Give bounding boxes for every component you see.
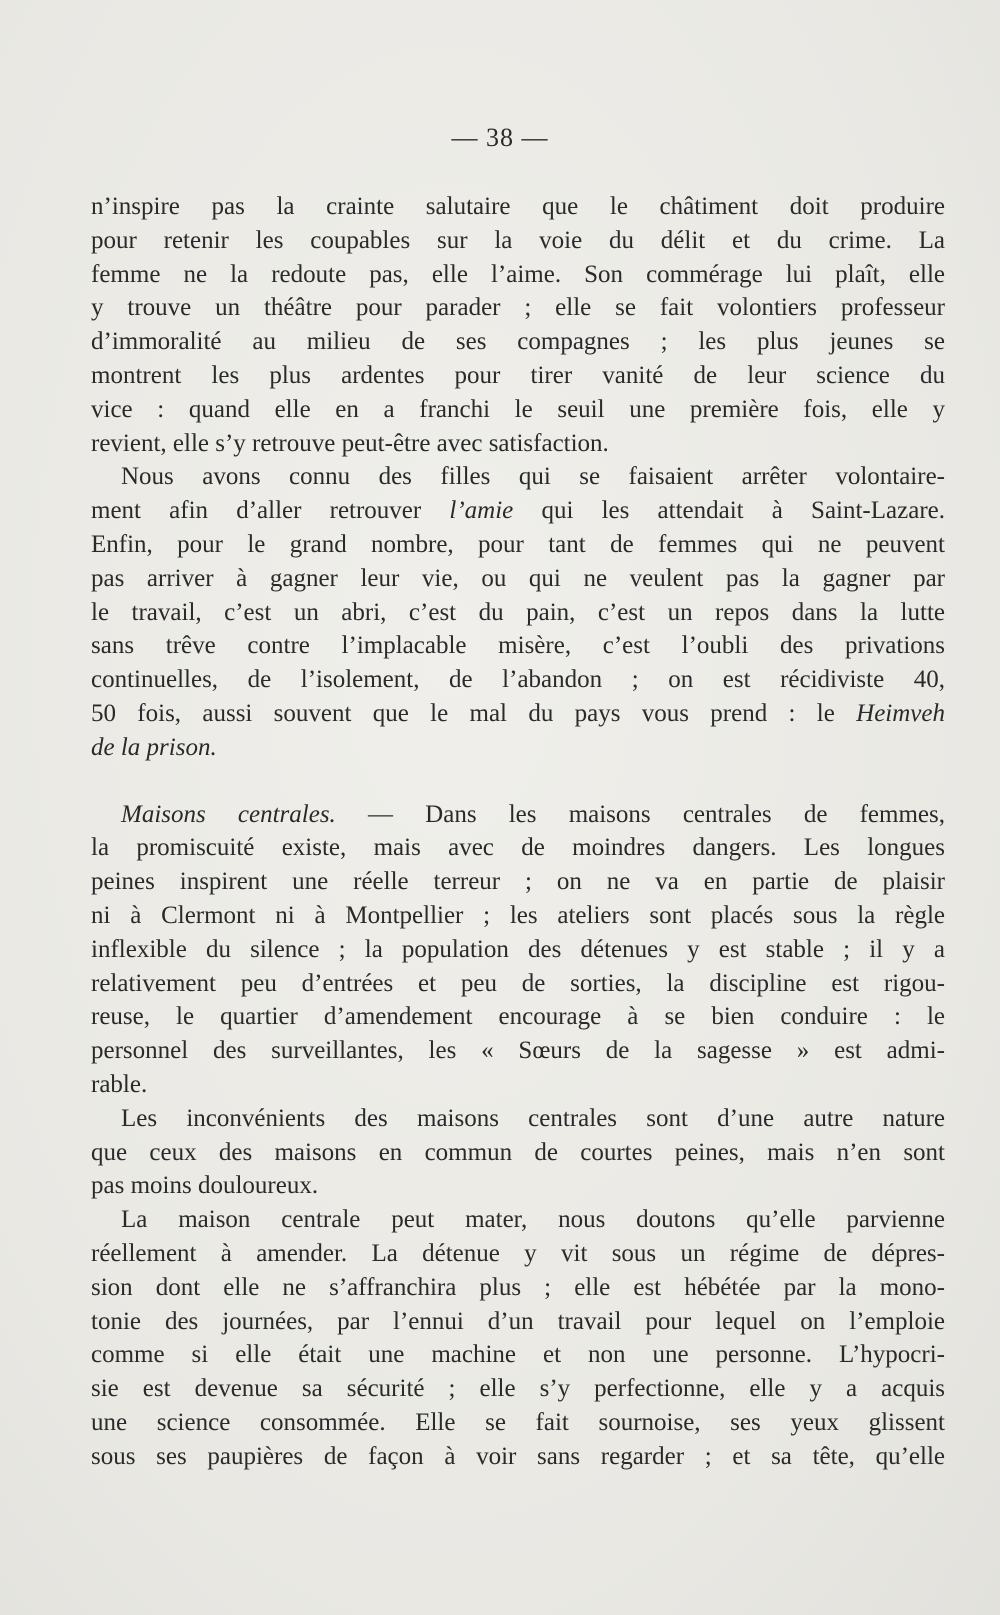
paragraph	[91, 190, 945, 460]
text-line: Enfin, pour le grand nombre, pour tant de femmes qui ne peuvent	[91, 530, 945, 558]
text-line: le travail, c’est un abri, c’est du pain, c’est un repos dans la lutte	[91, 598, 945, 626]
text-line: reuse, le quartier d’amendement encourage à se bien conduire : le	[91, 1003, 945, 1031]
text-line: rable.	[91, 1070, 148, 1098]
text-line: comme si elle était une machine et non une personne. L’hypocri-	[91, 1341, 945, 1369]
text-line: revient, elle s’y retrouve peut-être avec satisfaction.	[91, 429, 609, 457]
text-line	[91, 494, 945, 528]
text-line: sans trêve contre l’implacable misère, c’est l’oubli des privations	[91, 632, 945, 660]
italic-term: l’amie	[449, 497, 514, 525]
text-line: Les inconvénients des maisons centrales sont d’une autre nature	[121, 1104, 945, 1132]
body-text	[91, 190, 945, 1473]
paragraph	[91, 798, 945, 1102]
page-number: — 38 —	[451, 123, 549, 152]
text-line: n’inspire pas la crainte salutaire que le châtiment doit produire	[91, 193, 945, 220]
text-line: la promiscuité existe, mais avec de moindres dangers. Les longues	[91, 834, 945, 862]
section-gap	[91, 765, 945, 798]
text-line	[91, 731, 945, 765]
text-line: vice : quand elle en a franchi le seuil une première fois, elle y	[91, 395, 945, 423]
text-line: sie est devenue sa sécurité ; elle s’y perfectionne, elle y a acquis	[91, 1375, 945, 1403]
paragraph	[91, 1203, 945, 1473]
text-line: d’immoralité au milieu de ses compagnes ; les plus jeunes se	[91, 328, 945, 356]
text-run: 50 fois, aussi souvent que le mal du pays vous prend : le	[91, 699, 857, 727]
text-line: pas arriver à gagner leur vie, ou qui ne veulent pas la gagner par	[91, 564, 945, 592]
text-run: — Dans les maisons centrales de femmes,	[335, 800, 945, 828]
text-line: tonie des journées, par l’ennui d’un travail pour lequel on l’emploie	[91, 1307, 945, 1335]
text-line	[91, 798, 945, 832]
text-line: femme ne la redoute pas, elle l’aime. Son commérage lui plaît, elle	[91, 260, 945, 288]
text-run: ment afin d’aller retrouver	[91, 497, 450, 525]
section-heading: Maisons centrales.	[121, 800, 336, 828]
text-line: Nous avons connu des filles qui se faisaient arrêter volontaire-	[121, 463, 945, 491]
paragraph	[91, 460, 945, 764]
text-line: La maison centrale peut mater, nous doutons qu’elle parvienne	[121, 1206, 945, 1234]
text-line: sion dont elle ne s’affranchira plus ; elle est hébétée par la mono-	[91, 1273, 945, 1301]
text-line: une science consommée. Elle se fait sournoise, ses yeux glissent	[91, 1408, 945, 1436]
text-line: y trouve un théâtre pour parader ; elle se fait volontiers professeur	[91, 294, 945, 322]
text-line: personnel des surveillantes, les « Sœurs de la sagesse » est admi-	[91, 1037, 945, 1065]
italic-term: de la prison.	[91, 733, 217, 761]
text-line	[91, 697, 945, 731]
text-line: ni à Clermont ni à Montpellier ; les ateliers sont placés sous la règle	[91, 901, 945, 929]
text-line: pour retenir les coupables sur la voie du délit et du crime. La	[91, 226, 945, 254]
text-line: montrent les plus ardentes pour tirer vanité de leur science du	[91, 361, 945, 389]
text-line: continuelles, de l’isolement, de l’abandon ; on est récidiviste 40,	[91, 666, 945, 694]
text-line: peines inspirent une réelle terreur ; on ne va en partie de plaisir	[91, 868, 945, 896]
text-line: inflexible du silence ; la population des détenues y est stable ; il y a	[91, 935, 945, 963]
text-line: que ceux des maisons en commun de courtes peines, mais n’en sont	[91, 1138, 945, 1166]
text-run: qui les attendait à Saint-Lazare.	[513, 497, 945, 525]
text-line: sous ses paupières de façon à voir sans regarder ; et sa tête, qu’elle	[91, 1442, 945, 1470]
text-line: relativement peu d’entrées et peu de sorties, la discipline est rigou-	[91, 969, 945, 997]
italic-term: Heimveh	[856, 699, 945, 727]
paragraph	[91, 1102, 945, 1203]
text-line: réellement à amender. La détenue y vit sous un régime de dépres-	[91, 1239, 945, 1267]
text-line: pas moins douloureux.	[91, 1172, 319, 1200]
